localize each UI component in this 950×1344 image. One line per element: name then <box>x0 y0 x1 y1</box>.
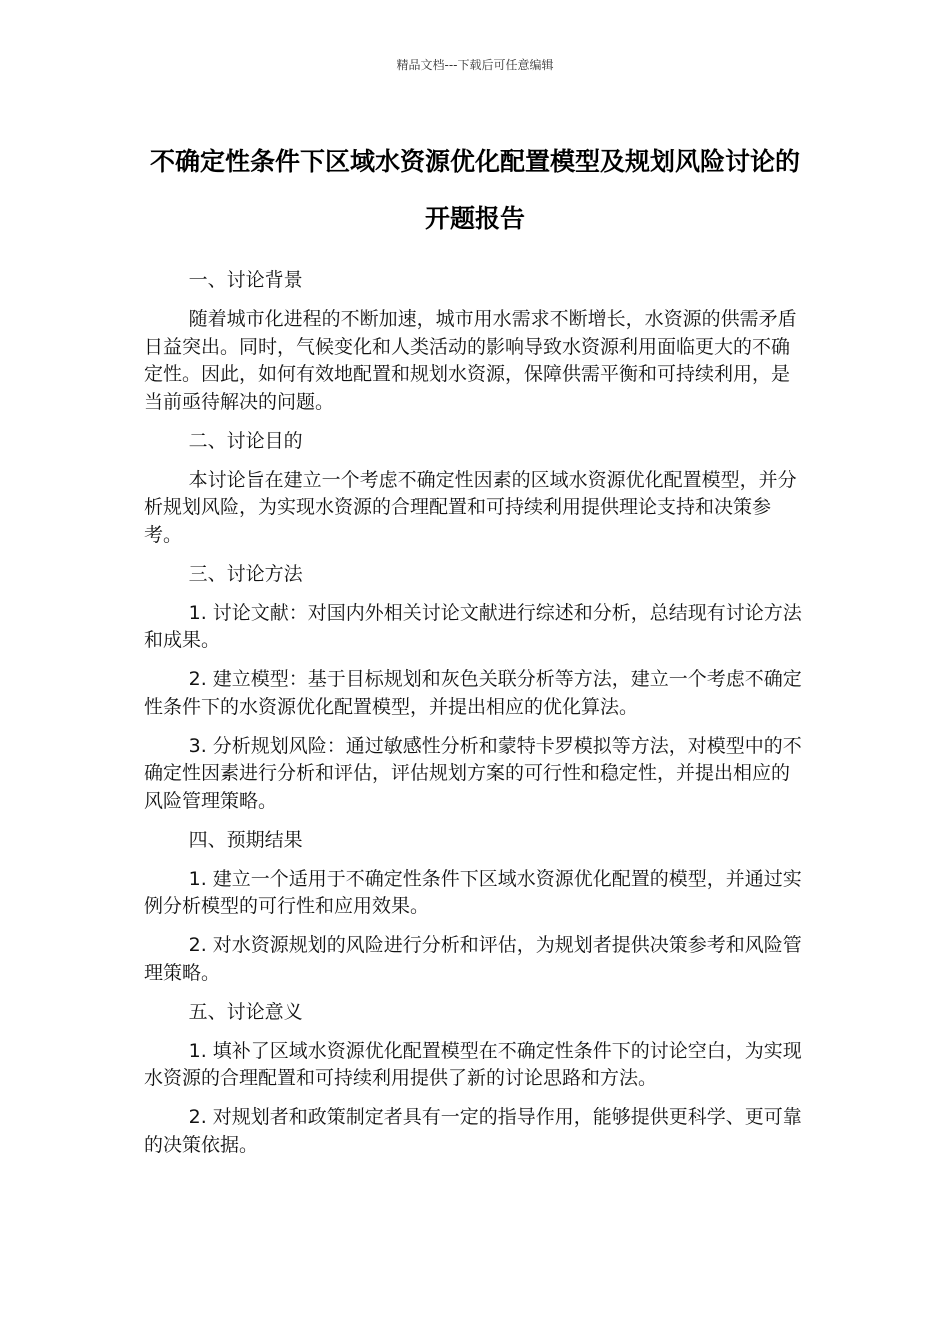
paragraph: 1. 建立一个适用于不确定性条件下区域水资源优化配置的模型，并通过实例分析模型的可行性和应用效果。 <box>144 867 802 917</box>
paragraph: 1. 填补了区域水资源优化配置模型在不确定性条件下的讨论空白，为实现水资源的合理配置和可持续利用提供了新的讨论思路和方法。 <box>144 1039 802 1089</box>
paragraph: 2. 建立模型：基于目标规划和灰色关联分析等方法，建立一个考虑不确定性条件下的水资源优化配置模型，并提出相应的优化算法。 <box>144 668 802 718</box>
paragraph: 1. 讨论文献：对国内外相关讨论文献进行综述和分析，总结现有讨论方法和成果。 <box>144 601 802 651</box>
paragraph: 随着城市化进程的不断加速，城市用水需求不断增长，水资源的供需矛盾日益突出。同时，气候变化和人类活动的影响导致水资源利用面临更大的不确定性。因此，如何有效地配置和规划水资源，保障供需平衡和可持续利用，是当前亟待解决的问题。 <box>144 308 797 413</box>
paragraph: 2. 对水资源规划的风险进行分析和评估，为规划者提供决策参考和风险管理策略。 <box>144 934 802 984</box>
section-heading: 三、讨论方法 <box>188 562 303 585</box>
section-heading: 五、讨论意义 <box>188 1000 303 1023</box>
section-heading: 二、讨论目的 <box>188 429 303 452</box>
paragraph: 3. 分析规划风险：通过敏感性分析和蒙特卡罗模拟等方法，对模型中的不确定性因素进行分析和评估，评估规划方案的可行性和稳定性，并提出相应的风险管理策略。 <box>144 734 802 812</box>
section-heading: 四、预期结果 <box>188 828 303 851</box>
paragraph: 2. 对规划者和政策制定者具有一定的指导作用，能够提供更科学、更可靠的决策依据。 <box>144 1106 802 1156</box>
paragraph: 本讨论旨在建立一个考虑不确定性因素的区域水资源优化配置模型，并分析规划风险，为实现水资源的合理配置和可持续利用提供理论支持和决策参考。 <box>144 468 797 546</box>
document-body <box>144 267 804 1171</box>
page-header: 精品文档---下载后可任意编辑 <box>396 58 554 72</box>
section-heading: 一、讨论背景 <box>188 269 303 291</box>
document-title: 不确定性条件下区域水资源优化配置模型及规划风险讨论的开题报告 <box>149 147 800 233</box>
